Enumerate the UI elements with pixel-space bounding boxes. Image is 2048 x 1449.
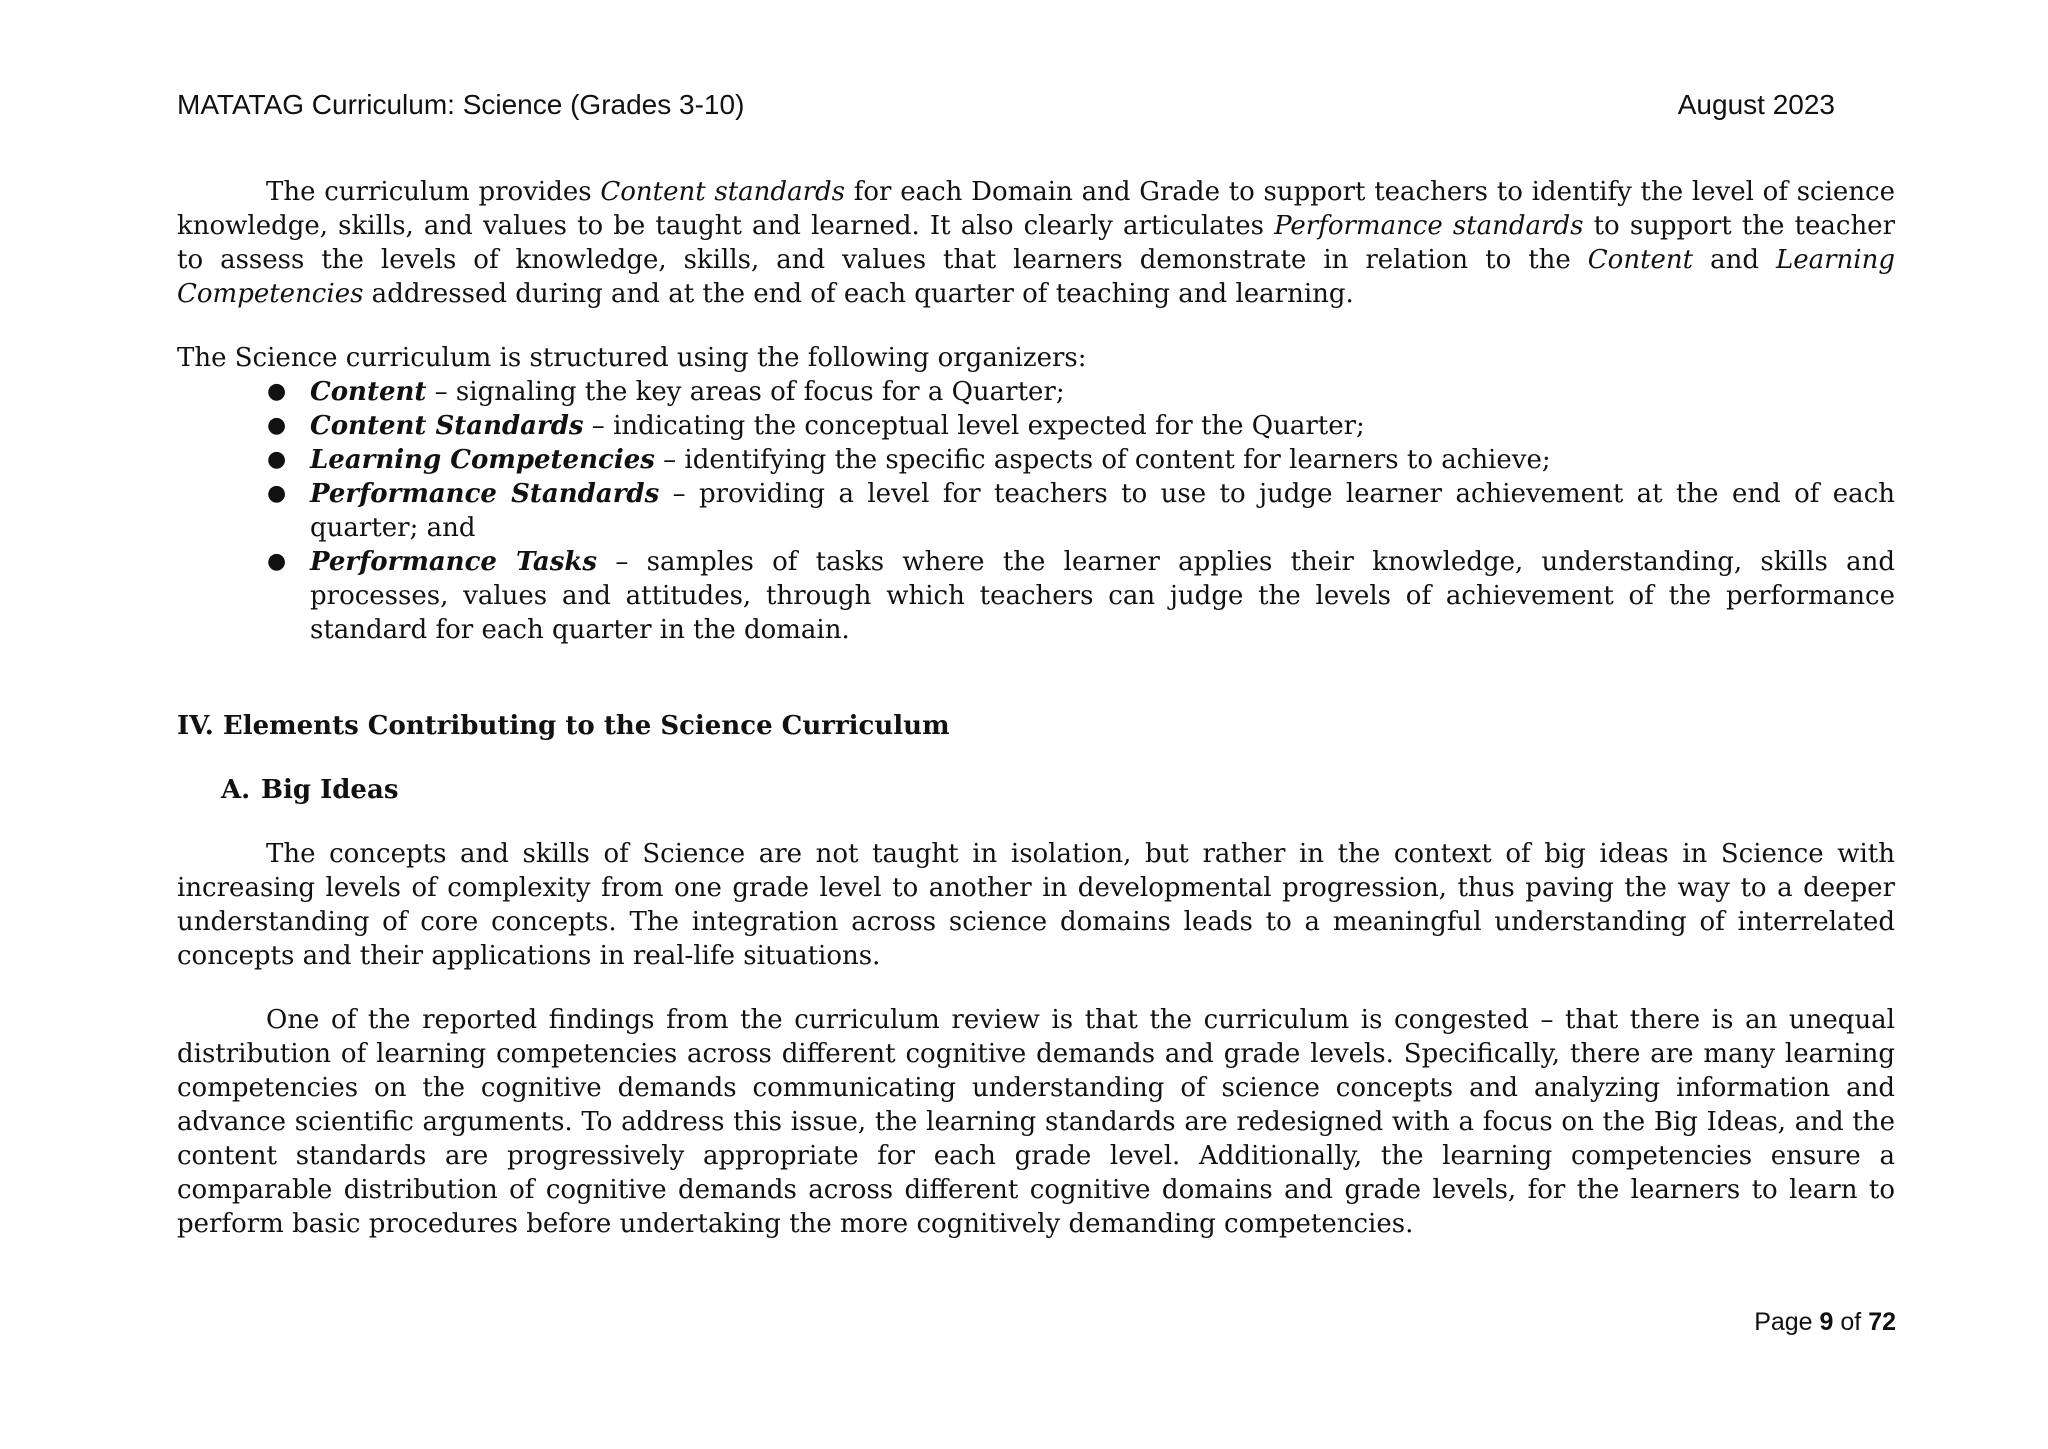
page-number: [1754, 1308, 1896, 1337]
big-ideas-paragraph-2: One of the reported findings from the curriculum review is that the curriculum is congested – that there is an unequal distribution of learning competencies across different cognitive demands and grade levels. Specifically, there are many learning competencies on the cognitive demands communicating understanding of science concepts and analyzing information and advance scientific arguments. To address this issue, the learning standards are redesigned with a focus on the Big Ideas, and the content standards are progressively appropriate for each grade level. Additionally, the learning competencies ensure a comparable distribution of cognitive demands across different cognitive domains and grade levels, for the learners to learn to perform basic procedures before undertaking the more cognitively demanding competencies.: [177, 1005, 1895, 1239]
total-pages: 72: [1868, 1308, 1896, 1336]
text-run: addressed during and at the end of each quarter of teaching and learning.: [363, 279, 1354, 309]
organizer-description: – signaling the key areas of focus for a Quarter;: [426, 377, 1065, 407]
organizer-description: – identifying the specific aspects of content for learners to achieve;: [654, 445, 1551, 475]
emphasis-content-standards: Content standards: [600, 177, 845, 207]
header-date: August 2023: [1677, 89, 1835, 120]
organizer-description: – providing a level for teachers to use to judge learner achievement at the end of each quarter; and: [310, 479, 1895, 543]
text-run: and: [1693, 245, 1776, 275]
current-page: 9: [1819, 1308, 1834, 1336]
section-heading: IV. Elements Contributing to the Science Curriculum: [177, 711, 950, 741]
of-label: of: [1833, 1308, 1869, 1336]
bullet-icon: ●: [267, 481, 287, 506]
bullet-icon: ●: [267, 447, 287, 472]
text-run: for each Domain and Grade to support teachers to identify the level of science knowledge, skills, and values to be taught and learned. It also clearly articulates: [177, 177, 1896, 241]
page-label: Page: [1754, 1308, 1820, 1336]
subsection-heading: [221, 773, 1895, 807]
organizers-list: [177, 375, 1895, 647]
organizer-description: – indicating the conceptual level expected for the Quarter;: [583, 411, 1365, 441]
bullet-icon: ●: [267, 549, 287, 574]
list-item: [177, 409, 1895, 443]
text-run: The curriculum provides: [266, 177, 601, 207]
header-title: MATATAG Curriculum: Science (Grades 3-10): [177, 89, 745, 120]
list-item: [177, 545, 1895, 647]
organizer-term: Performance Standards: [310, 479, 660, 509]
emphasis-learning-competencies: Learning Competencies: [177, 245, 1895, 309]
list-item: [177, 375, 1895, 409]
bullet-icon: ●: [267, 379, 287, 404]
organizer-term: Content: [310, 377, 427, 407]
document-body: [177, 175, 1895, 1241]
organizer-term: Learning Competencies: [310, 445, 655, 475]
list-item: [177, 477, 1895, 545]
organizer-term: Performance Tasks: [310, 547, 598, 577]
subsection-letter: A.: [221, 775, 251, 805]
list-item: [177, 443, 1895, 477]
emphasis-performance-standards: Performance standards: [1274, 211, 1584, 241]
subsection-title: Big Ideas: [261, 775, 399, 805]
organizer-description: – samples of tasks where the learner applies their knowledge, understanding, skills and processes, values and attitudes, through which teachers can judge the levels of achievement of the performance standard for each quarter in the domain.: [310, 547, 1895, 645]
big-ideas-paragraph-1: The concepts and skills of Science are not taught in isolation, but rather in the context of big ideas in Science with increasing levels of complexity from one grade level to another in developmental progression, thus paving the way to a deeper understanding of core concepts. The integration across science domains leads to a meaningful understanding of interrelated concepts and their applications in real-life situations.: [177, 839, 1895, 971]
intro-paragraph: [177, 175, 1895, 311]
emphasis-content: Content: [1587, 245, 1694, 275]
organizer-term: Content Standards: [310, 411, 584, 441]
organizers-intro: The Science curriculum is structured using the following organizers:: [177, 343, 1087, 373]
text-run: to support the teacher to assess the levels of knowledge, skills, and values that learners demonstrate in relation to the: [177, 211, 1896, 275]
bullet-icon: ●: [267, 413, 287, 438]
